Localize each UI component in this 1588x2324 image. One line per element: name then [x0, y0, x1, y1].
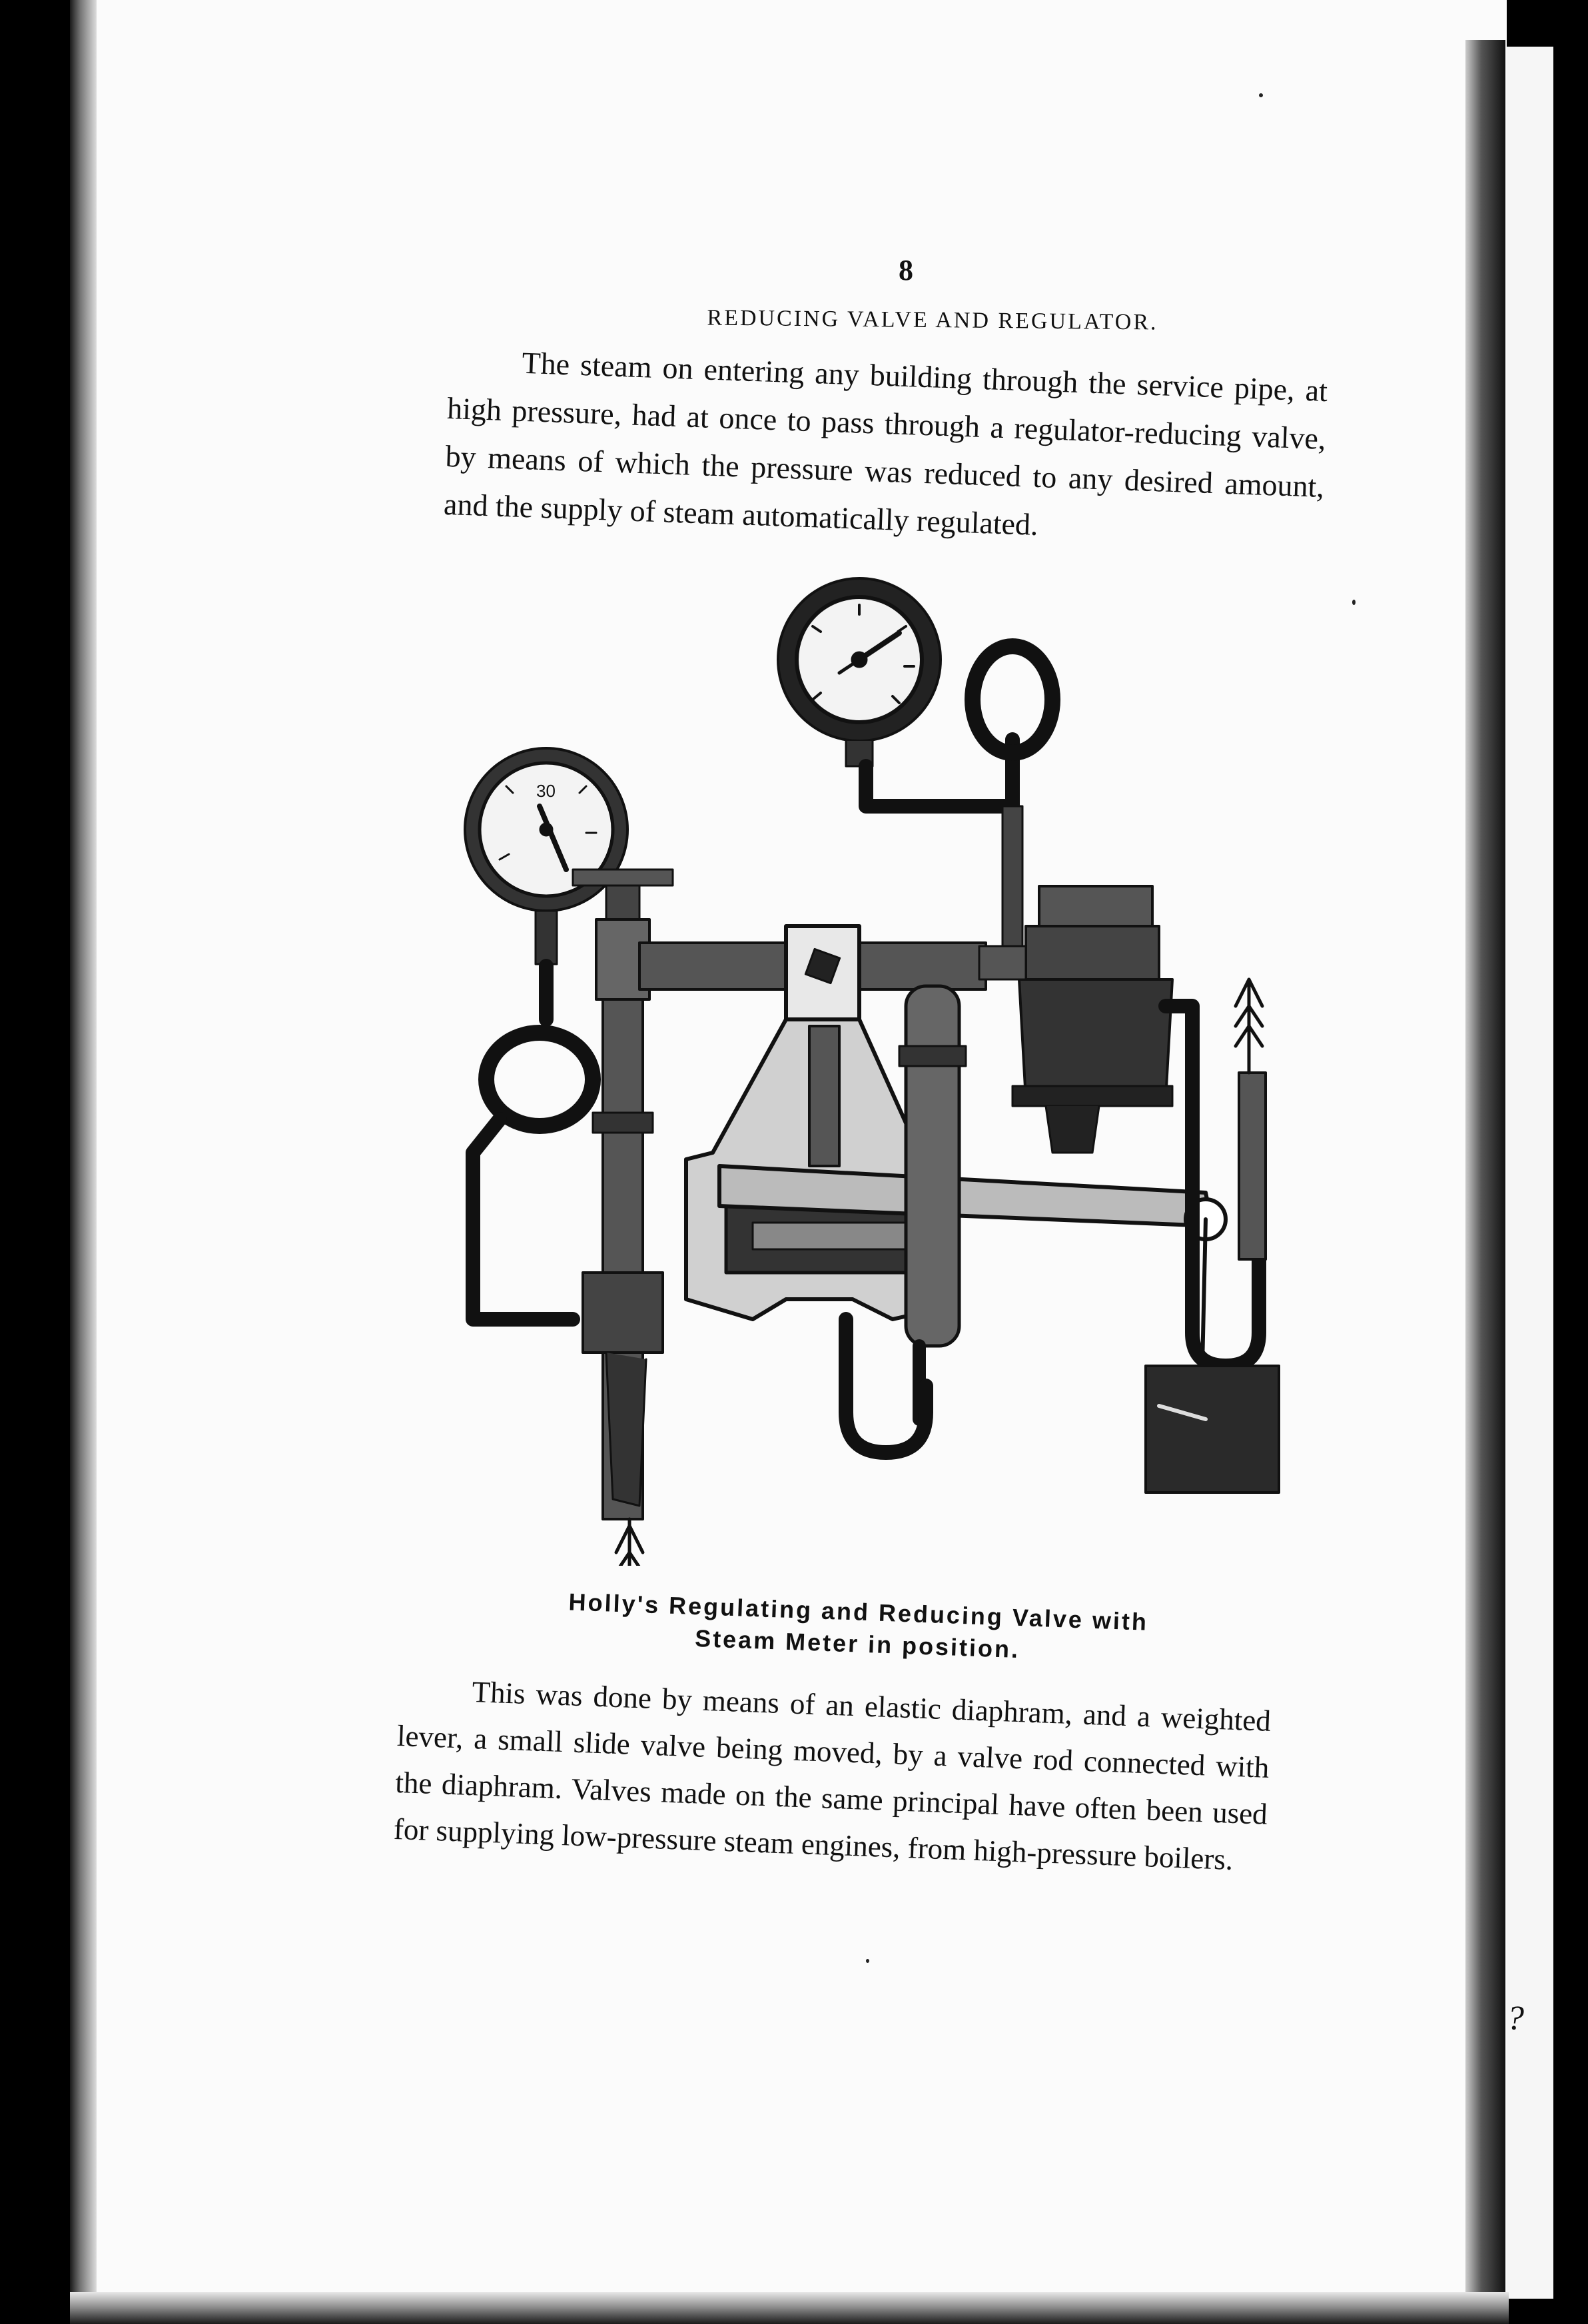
next-page-strip: [1507, 47, 1553, 2299]
flow-arrow-up-right: [1236, 979, 1262, 1073]
page-number: 8: [899, 254, 913, 287]
figure-caption-line-2: Steam Meter in position.: [694, 1624, 1020, 1664]
scan-speck: [1259, 93, 1263, 97]
page-right-edge-shadow: [1465, 40, 1505, 2305]
valve-illustration: [440, 566, 1326, 1566]
left-siphon-pipe: [473, 966, 593, 1319]
section-heading: REDUCING VALVE AND REGULATOR.: [707, 305, 1158, 335]
scan-speck: [866, 1959, 869, 1963]
paragraph-diaphragm: This was done by means of an elastic diaphram, and a weighted lever, a small slide valve being moved, by a valve rod connected with the diaphram. Valves made on the same principal have often been used for supplying low-pressure steam engines, from high-pressure boilers.: [393, 1675, 1272, 1877]
margin-mark: ?: [1507, 2000, 1524, 2037]
top-pressure-gauge: [778, 578, 941, 766]
flow-arrow-up-bottom: [616, 1519, 643, 1566]
page-bottom-edge: [70, 2292, 1509, 2324]
meter-connection: [979, 946, 1026, 979]
paragraph-intro: The steam on entering any building through the service pipe, at high pressure, had at once to pass through a regulator-reducing valve, by means of which the pressure was reduced to any desired amount, and the supply of steam automatically regulated.: [443, 345, 1328, 542]
figure-caption-line-1: Holly's Regulating and Reducing Valve with: [568, 1588, 1149, 1636]
steam-meter: [1012, 886, 1266, 1366]
lever-weight: [1146, 1366, 1279, 1492]
page-binding-edge: [70, 0, 97, 2305]
gauge-dial-number: 30: [536, 781, 556, 801]
scan-speck: [1352, 600, 1356, 605]
